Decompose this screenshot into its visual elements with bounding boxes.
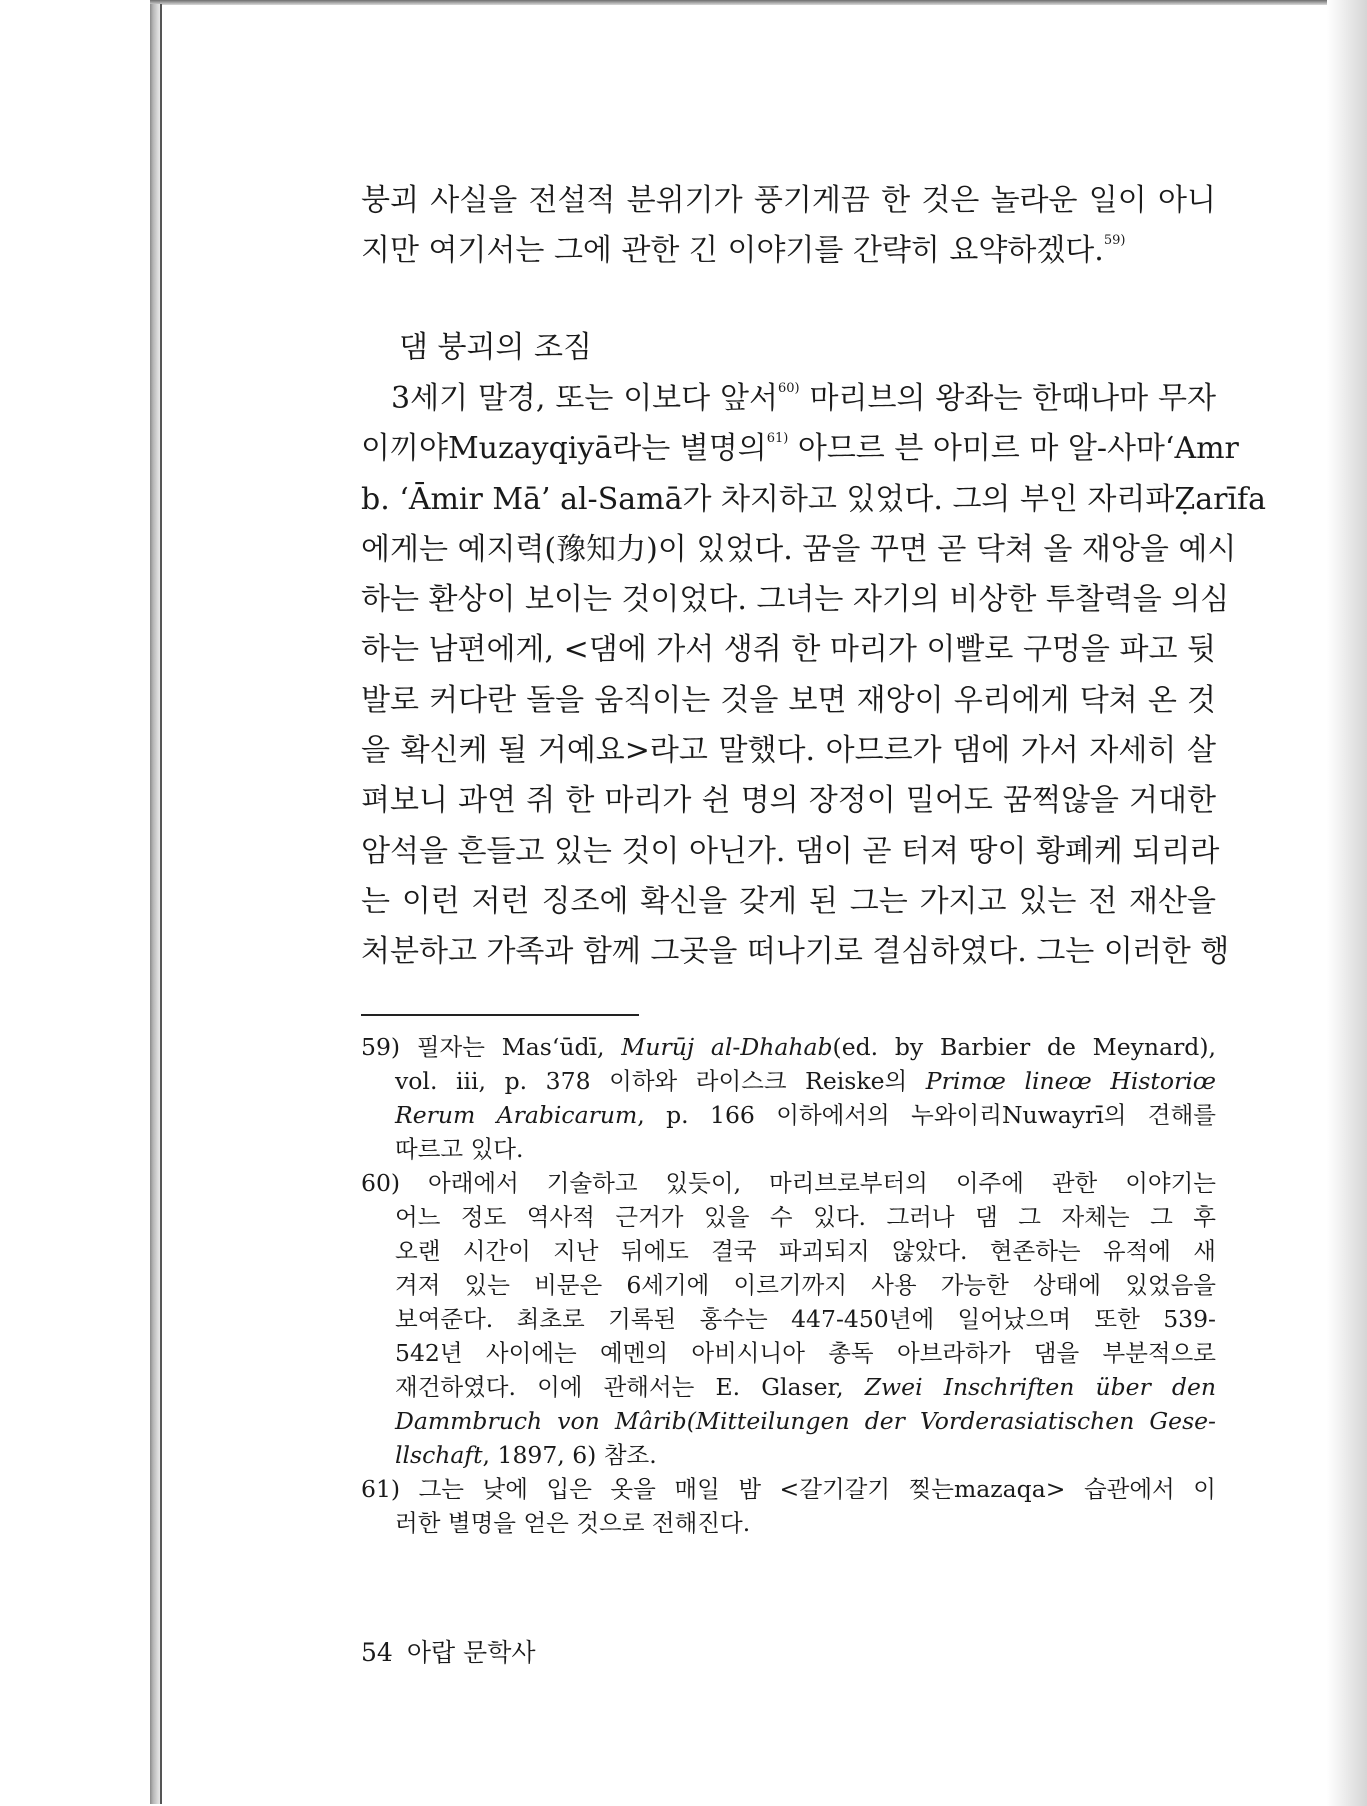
footnote-line [361, 1064, 1216, 1098]
text-fragment: 재건하였다. 이에 관해서는 E. Glaser, [395, 1373, 865, 1401]
text-line: 암석을 흔들고 있는 것이 아닌가. 댐이 곧 터져 땅이 황폐케 되리라 [361, 833, 1220, 869]
text-fragment: vol. iii, p. 378 이하와 라이스크 Reiske의 [395, 1067, 926, 1095]
text-fragment: 마리브의 왕좌는 한때나마 무자 [799, 381, 1216, 416]
running-title: 아랍 문학사 [406, 1638, 536, 1667]
text-line: 붕괴 사실을 전설적 분위기가 풍기게끔 한 것은 놀라운 일이 아니 [361, 183, 1216, 218]
text-line: 을 확신케 될 거예요>라고 말했다. 아므르가 댐에 가서 자세히 살 [361, 733, 1216, 769]
footnote-60 [361, 1166, 1216, 1472]
page-footer [361, 1633, 536, 1673]
italic-title: Rerum Arabicarum [395, 1101, 638, 1129]
text-line: 는 이런 저런 징조에 확신을 갖게 된 그는 가지고 있는 전 재산을 [361, 883, 1216, 919]
footnote-line: 61) 그는 낮에 입은 옷을 매일 밤 <갈기갈기 찢는mazaqa> 습관에서 이 [361, 1475, 1216, 1503]
text-fragment: 지만 여기서는 그에 관한 긴 이야기를 간략히 요약하겠다. [361, 233, 1104, 268]
footnote-line: 60) 아래에서 기술하고 있듯이, 마리브로부터의 이주에 관한 이야기는 [361, 1169, 1216, 1197]
footnote-line: 겨져 있는 비문은 6세기에 이르기까지 사용 가능한 상태에 있었음을 [395, 1271, 1216, 1299]
footnote-59 [361, 1030, 1216, 1166]
footnote-line: 러한 별명을 얻은 것으로 전해진다. [395, 1509, 751, 1537]
text-line: 에게는 예지력(豫知力)이 있었다. 꿈을 꾸면 곧 닥쳐 올 재앙을 예시 [361, 531, 1237, 567]
section-heading: 댐 붕괴의 조짐 [399, 330, 592, 365]
footnote-line [361, 1098, 1216, 1132]
footnote-line [361, 1370, 1216, 1404]
footnote-ref-59: 59) [1103, 233, 1126, 248]
footnote-line: 어느 정도 역사적 근거가 있을 수 있다. 그러나 댐 그 자체는 그 후 [395, 1203, 1216, 1231]
footnotes [361, 1030, 1216, 1540]
footnote-line [361, 1438, 1216, 1472]
page-right-shadow [1327, 0, 1367, 1806]
text-line: 하는 환상이 보이는 것이었다. 그녀는 자기의 비상한 투찰력을 의심 [361, 582, 1230, 618]
italic-title: Primœ lineœ Historiœ [925, 1067, 1216, 1095]
text-fragment: 이끼야Muzayqiyā라는 별명의 [361, 431, 767, 467]
text-line: 펴보니 과연 쥐 한 마리가 쉰 명의 장정이 밀어도 꿈쩍않을 거대한 [361, 783, 1216, 819]
text-fragment: 3세기 말경, 또는 이보다 앞서 [391, 381, 779, 416]
main-paragraph [361, 374, 1267, 978]
text-line [361, 226, 1216, 276]
text-fragment: , 1897, 6) 참조. [482, 1441, 657, 1469]
footnote-line [361, 1404, 1216, 1438]
text-line [361, 424, 1239, 474]
text-line [361, 374, 1216, 424]
intro-paragraph [361, 176, 1216, 276]
footnote-line [361, 1030, 1216, 1064]
text-line: 하는 남편에게, <댐에 가서 생쥐 한 마리가 이빨로 구멍을 파고 뒷 [361, 632, 1216, 668]
footnote-ref-61: 61) [766, 431, 789, 447]
text-line: 발로 커다란 돌을 움직이는 것을 보면 재앙이 우리에게 닥쳐 온 것 [361, 682, 1216, 718]
footnote-line: 542년 사이에는 예멘의 아비시니아 총독 아브라하가 댐을 부분적으로 [395, 1339, 1216, 1367]
italic-title: Murūj al-Dhahab [621, 1033, 833, 1061]
footnote-line: 오랜 시간이 지난 뒤에도 결국 파괴되지 않았다. 현존하는 유적에 새 [395, 1237, 1216, 1265]
text-fragment: 아므르 븐 아미르 마 알-사마‘Amr [788, 431, 1239, 467]
text-fragment: 59) 필자는 Mas‘ūdī, [361, 1033, 622, 1061]
italic-title: llschaft [395, 1441, 483, 1469]
footnote-line: 따르고 있다. [395, 1135, 524, 1163]
page-top-edge [150, 0, 1367, 5]
text-line: 처분하고 가족과 함께 그곳을 떠나기로 결심하였다. 그는 이러한 행 [361, 934, 1230, 970]
text-line: b. ‘Āmir Mā’ al-Samā가 차지하고 있었다. 그의 부인 자리파Ẓarīfa [361, 481, 1267, 517]
page-number: 54 [361, 1638, 393, 1667]
italic-title: Zwei Inschriften über den [864, 1373, 1217, 1401]
italic-title: Dammbruch von Mârib(Mitteilungen der Vorderasiatischen Gese- [395, 1407, 1216, 1435]
footnote-line: 보여준다. 최초로 기록된 홍수는 447-450년에 일어났으며 또한 539- [395, 1305, 1216, 1333]
footnote-61 [361, 1472, 1216, 1540]
footnote-divider [361, 1014, 639, 1016]
footnote-ref-60: 60) [778, 381, 800, 396]
page-binding-line [160, 4, 162, 1804]
text-fragment: , p. 166 이하에서의 누와이리Nuwayrī의 견해를 [637, 1101, 1216, 1129]
text-fragment: (ed. by Barbier de Meynard), [832, 1033, 1216, 1061]
